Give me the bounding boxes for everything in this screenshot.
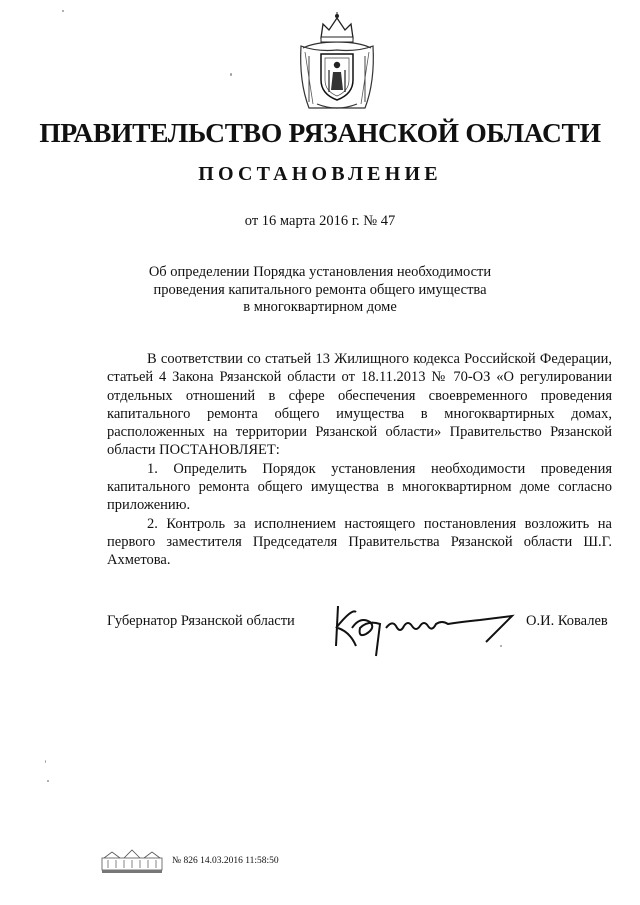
ryazan-coat-of-arms-icon [295,12,379,116]
body-paragraph: 2. Контроль за исполнением настоящего постановления возложить на первого заместителя Председателя Правительства Рязанской области Ш.Г. Ахметова. [107,515,612,569]
scan-speck [62,10,64,12]
subject-line: в многоквартирном доме [243,299,397,315]
scan-speck [47,780,49,782]
scan-speck [500,645,502,647]
body-paragraph: 1. Определить Порядок установления необходимости проведения капитального ремонта общего имущества в многоквартирном доме согласно приложению. [107,460,612,514]
building-stamp-icon [100,848,164,874]
document-type: ПОСТАНОВЛЕНИЕ [198,163,442,185]
subject-line: проведения капитального ремонта общего имущества [153,281,487,298]
subject-line: Об определении Порядка установления необходимости [148,264,492,280]
document-date-number: от 16 марта 2016 г. № 47 [244,213,396,229]
registration-stamp: № 826 14.03.2016 11:58:50 [172,856,279,866]
scan-speck [45,760,46,763]
body-paragraph: В соответствии со статьей 13 Жилищного кодекса Российской Федерации, статьей 4 Закона Рязанской области от 18.11.2013 № 70-ОЗ «О регулировании отдельных отношений в сфере обеспечения своевременного проведения капитального ремонта общего имущества в многоквартирных домах, расположенных на территории Рязанской области» Правительство Рязанской области ПОСТАНОВЛЯЕТ: [107,351,612,459]
scan-speck [230,73,232,76]
handwritten-signature [330,598,520,658]
signatory-name: О.И. Ковалев [526,613,608,629]
government-name: ПРАВИТЕЛЬСТВО РЯЗАНСКОЙ ОБЛАСТИ [39,117,601,148]
signatory-title: Губернатор Рязанской области [107,613,295,629]
document-subject [130,264,510,317]
document-body [107,350,612,570]
